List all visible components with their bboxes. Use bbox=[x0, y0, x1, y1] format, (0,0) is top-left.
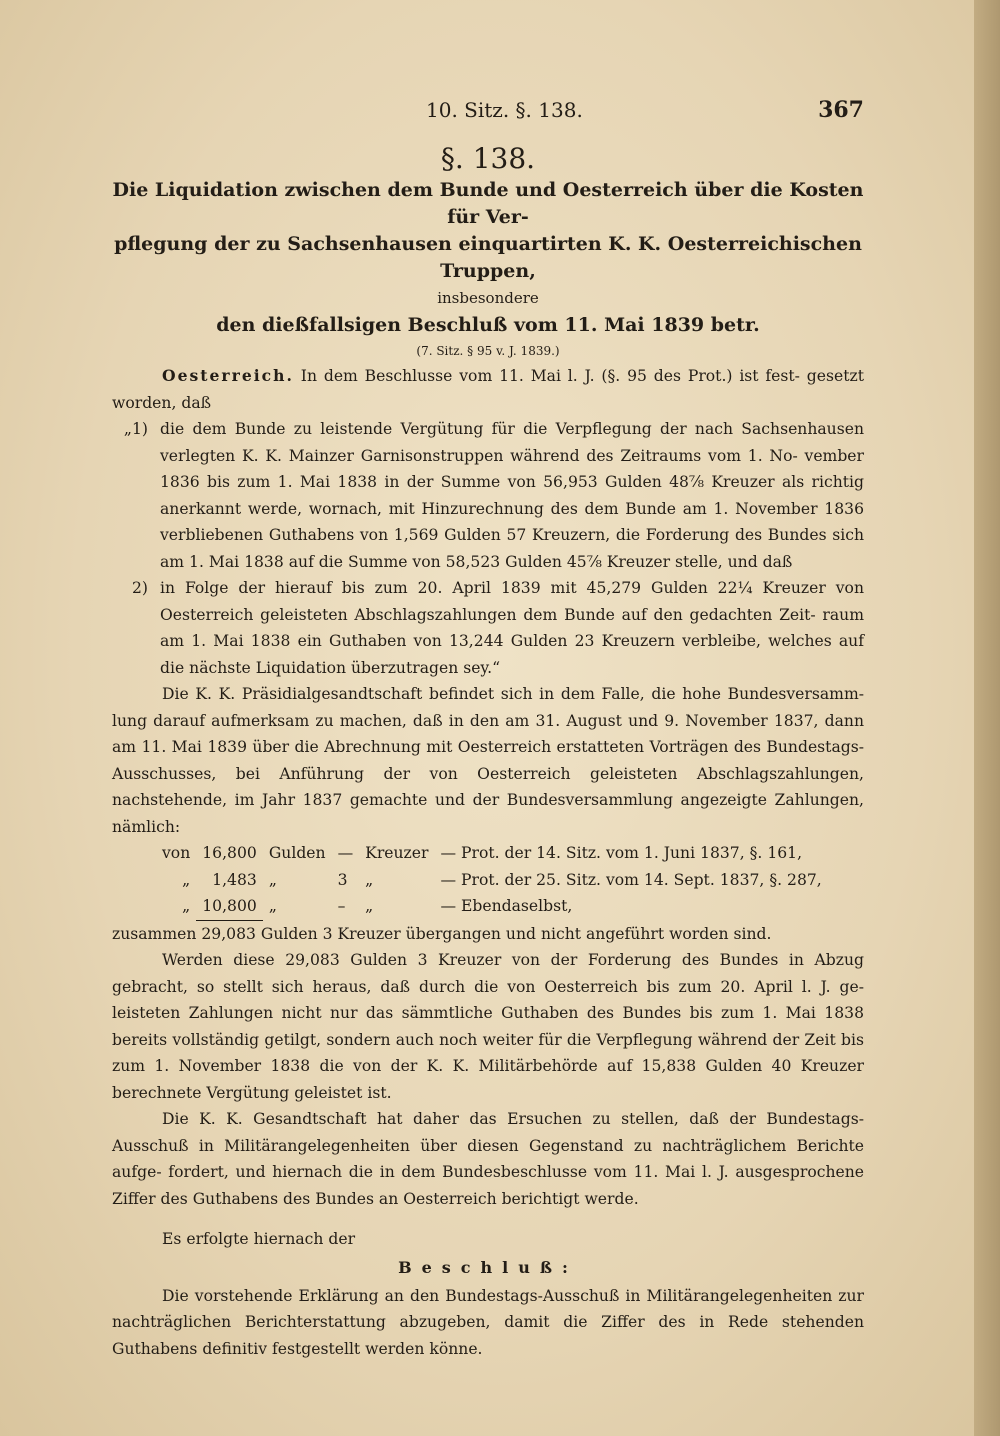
table-row bbox=[156, 893, 828, 920]
page-edge bbox=[974, 0, 1000, 1436]
payment-prefix: „ bbox=[182, 870, 191, 889]
payment-kreuzer: — bbox=[337, 844, 354, 862]
list-item bbox=[112, 575, 864, 681]
paragraph-2: Die K. K. Präsidialgesandtschaft befindet sich in dem Falle, die hohe Bundesversamm- lung darauf aufmerksam zu machen, daß in den am 31. August und 9. November 1837, dann am 11. Mai 1839 über die Abrechnung mit Oesterreich erstatteten Vorträgen des Bundestags-Ausschusses, bei Anführung der von Oesterreich geleisteten Abschlagszahlungen, nachstehende, im Jahr 1837 gemachte und der Bundesversammlung angezeigte Zahlungen, nämlich: bbox=[112, 685, 864, 836]
payment-gulden: 1,483 bbox=[212, 870, 257, 889]
title-line-2: pflegung der zu Sachsenhausen einquartirten K. K. Oesterreichischen Truppen, bbox=[114, 233, 862, 282]
payment-kreuzer-unit: Kreuzer bbox=[365, 844, 429, 862]
beschluss-text: Die vorstehende Erklärung an den Bundestags-Ausschuß in Militärangelegenheiten zur nachträglichen Berichterstattung abzugeben, damit die Ziffer des in Rede stehenden Guthabens definitiv festgestellt werden könne. bbox=[112, 1286, 864, 1358]
page-number: 367 bbox=[818, 97, 864, 123]
payment-ref: — Prot. der 14. Sitz. vom 1. Juni 1837, §. 161, bbox=[440, 844, 803, 862]
payment-kreuzer-unit: „ bbox=[365, 870, 374, 889]
paragraph-5: Es erfolgte hiernach der bbox=[162, 1230, 356, 1248]
payment-gulden-unit: Gulden bbox=[268, 844, 326, 862]
payment-gulden: 16,800 bbox=[202, 844, 257, 862]
running-header bbox=[112, 97, 864, 137]
item-text: die dem Bunde zu leistende Vergütung für die Verpflegung der nach Sachsenhausen verlegten K. K. Mainzer Garnisonstruppen während des Zeitraums vom 1. No- vember 1836 bis zum 1. Mai 1838 in der Summe von 56,953 Gulden 48⅞ Kreuzer als richtig anerkannt werde, wornach, mit Hinzurechnung des dem Bunde am 1. November 1836 verbliebenen Guthabens von 1,569 Gulden 57 Kreuzern, die Forderung des Bundes sich am 1. Mai 1838 auf die Summe von 58,523 Gulden 45⅞ Kreuzer stelle, und daß bbox=[160, 420, 864, 571]
paragraph-4: Die K. K. Gesandtschaft hat daher das Ersuchen zu stellen, daß der Bundestags- Ausschuß in Militärangelegenheiten über diesen Gegenstand zu nachträglichem Berichte aufge- fordert, und hiernach die in dem Bundesbeschlusse vom 11. Mai l. J. ausgesprochene Ziffer des Guthabens des Bundes an Oesterreich berichtigt werde. bbox=[112, 1110, 864, 1208]
payment-gulden-unit: „ bbox=[268, 897, 277, 916]
title-line-1: Die Liquidation zwischen dem Bunde und Oesterreich über die Kosten für Ver- bbox=[112, 179, 864, 228]
paragraph-3: Werden diese 29,083 Gulden 3 Kreuzer von der Forderung des Bundes in Abzug gebracht, so stellt sich heraus, daß durch die von Oesterreich bis zum 20. April l. J. ge- leisteten Zahlungen nicht nur das sämmtliche Guthaben des Bundes bis zum 1. Mai 1838 bereits vollständig getilgt, sondern auch noch weiter für die Verpflegung während der Zeit bis zum 1. November 1838 die von der K. K. Militärbehörde auf 15,838 Gulden 40 Kreuzer berechnete Vergütung geleistet ist. bbox=[112, 951, 864, 1102]
payment-kreuzer: 3 bbox=[337, 870, 348, 889]
intro-paragraph bbox=[112, 363, 864, 416]
page-content bbox=[112, 97, 864, 1362]
payment-prefix: „ bbox=[182, 897, 191, 916]
list-item bbox=[112, 416, 864, 575]
table-row bbox=[156, 840, 828, 867]
title-line-4: den dießfallsigen Beschluß vom 11. Mai 1839 betr. bbox=[216, 314, 760, 336]
payment-kreuzer: – bbox=[337, 897, 346, 916]
table-row bbox=[156, 867, 828, 894]
title-citation: (7. Sitz. § 95 v. J. 1839.) bbox=[416, 344, 560, 358]
payment-gulden-unit: „ bbox=[268, 870, 277, 889]
item-text: in Folge der hierauf bis zum 20. April 1839 mit 45,279 Gulden 22¼ Kreuzer von Oesterreich geleisteten Abschlagszahlungen dem Bunde auf den gedachten Zeit- raum am 1. Mai 1838 ein Guthaben von 13,244 Gulden 23 Kreuzern verbleibe, welches auf die nächste Liquidation überzutragen sey.“ bbox=[160, 579, 864, 677]
speaker-label: Oesterreich. bbox=[162, 366, 294, 385]
payments-table bbox=[156, 840, 828, 921]
header-section: 10. Sitz. §. 138. bbox=[426, 98, 583, 122]
payment-ref: — Prot. der 25. Sitz. vom 14. Sept. 1837, §. 287, bbox=[440, 870, 822, 889]
item-number: „1) bbox=[123, 420, 148, 438]
intro-text: In dem Beschlusse vom 11. Mai l. J. (§. 95 des Prot.) ist fest- gesetzt worden, daß bbox=[112, 367, 864, 412]
paragraph-number: §. 138. bbox=[440, 142, 536, 175]
payment-prefix: von bbox=[162, 844, 191, 862]
item-number: 2) bbox=[131, 579, 148, 597]
payment-kreuzer-unit: „ bbox=[365, 897, 374, 916]
sum-line: zusammen 29,083 Gulden 3 Kreuzer übergangen und nicht angeführt worden sind. bbox=[112, 924, 772, 943]
beschluss-heading: Beschluß: bbox=[398, 1257, 578, 1277]
spacer bbox=[112, 1212, 864, 1226]
payment-gulden: 10,800 bbox=[196, 893, 263, 920]
payment-ref: — Ebendaselbst, bbox=[440, 897, 573, 916]
title-line-3: insbesondere bbox=[437, 289, 539, 307]
